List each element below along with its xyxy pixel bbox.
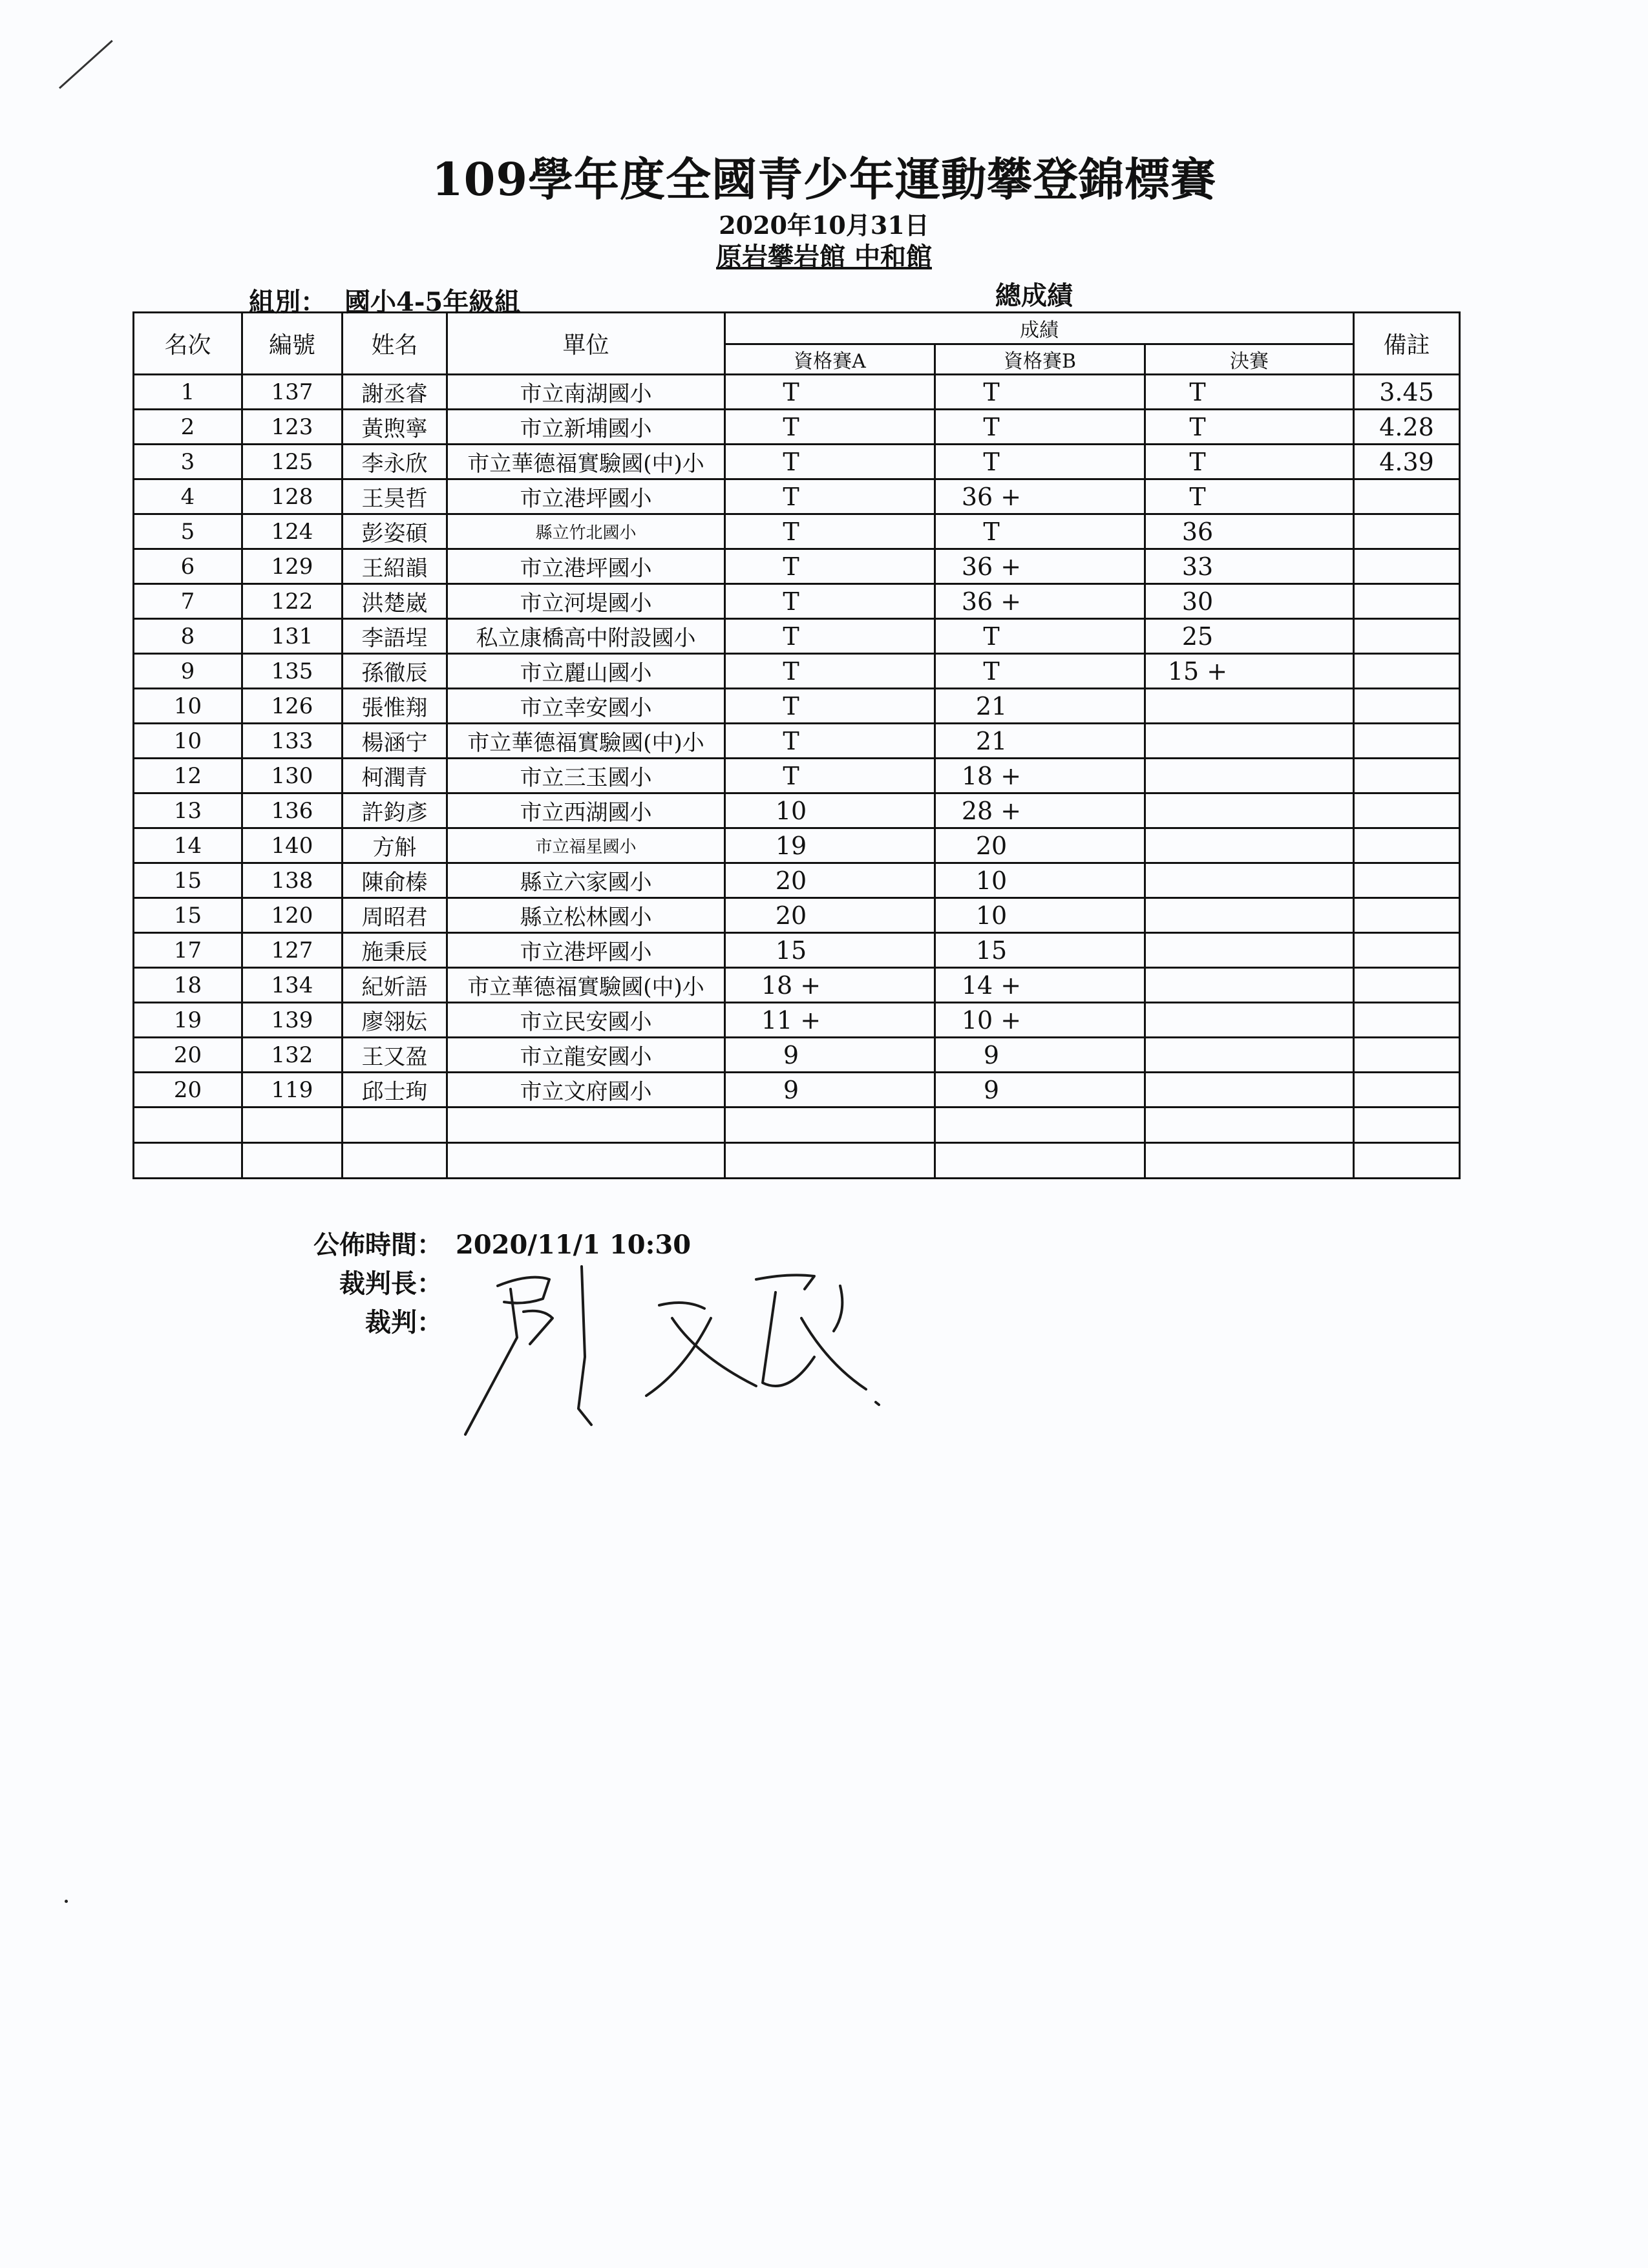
qual-b-cell: T — [935, 514, 1145, 549]
rank-cell: 7 — [134, 584, 242, 619]
unit-cell: 市立民安國小 — [447, 1003, 725, 1038]
name-cell: 廖翎妘 — [343, 1003, 447, 1038]
name-cell: 謝丞睿 — [343, 375, 447, 410]
final-cell: 33 — [1145, 549, 1354, 584]
note-cell: 4.28 — [1354, 410, 1460, 445]
number-cell: 131 — [242, 619, 343, 654]
table-row — [134, 689, 1460, 724]
blank-cell — [134, 1108, 242, 1143]
qual-a-cell: T — [725, 549, 935, 584]
qual-b-cell: 10 — [935, 863, 1145, 898]
blank-cell — [935, 1143, 1145, 1179]
number-cell: 133 — [242, 724, 343, 759]
qual-b-cell: T — [935, 654, 1145, 689]
qual-b-cell: 21 — [935, 724, 1145, 759]
blank-cell — [1354, 1108, 1460, 1143]
scan-speck — [65, 1900, 68, 1903]
unit-cell: 市立麗山國小 — [447, 654, 725, 689]
note-cell — [1354, 1073, 1460, 1108]
qual-b-cell: 10 + — [935, 1003, 1145, 1038]
blank-cell — [343, 1108, 447, 1143]
rank-cell: 20 — [134, 1038, 242, 1073]
rank-cell: 18 — [134, 968, 242, 1003]
table-row — [134, 445, 1460, 479]
col-final: 決賽 — [1145, 344, 1354, 375]
unit-cell: 縣立六家國小 — [447, 863, 725, 898]
qual-b-cell: T — [935, 619, 1145, 654]
note-cell — [1354, 689, 1460, 724]
note-cell — [1354, 619, 1460, 654]
number-cell: 140 — [242, 828, 343, 863]
number-cell: 132 — [242, 1038, 343, 1073]
final-cell — [1145, 898, 1354, 933]
publish-time: 2020/11/1 10:30 — [456, 1230, 692, 1260]
qual-a-cell: 20 — [725, 898, 935, 933]
blank-row — [134, 1108, 1460, 1143]
number-cell: 125 — [242, 445, 343, 479]
table-row — [134, 479, 1460, 514]
name-cell: 張惟翔 — [343, 689, 447, 724]
rank-cell: 15 — [134, 863, 242, 898]
publish-label: 公佈時間： — [313, 1230, 443, 1260]
col-rank: 名次 — [134, 313, 242, 375]
note-cell — [1354, 793, 1460, 828]
unit-cell: 縣立竹北國小 — [447, 514, 725, 549]
qual-a-cell: T — [725, 619, 935, 654]
name-cell: 陳俞榛 — [343, 863, 447, 898]
number-cell: 134 — [242, 968, 343, 1003]
table-row — [134, 1003, 1460, 1038]
name-cell: 柯潤青 — [343, 759, 447, 793]
table-row — [134, 933, 1460, 968]
note-cell — [1354, 968, 1460, 1003]
col-qual-a: 資格賽A — [725, 344, 935, 375]
final-cell: 15 + — [1145, 654, 1354, 689]
page-title: 109學年度全國青少年運動攀登錦標賽 — [431, 152, 1217, 206]
qual-a-cell: T — [725, 759, 935, 793]
number-cell: 124 — [242, 514, 343, 549]
judge-label: 裁判： — [365, 1307, 443, 1338]
note-cell — [1354, 479, 1460, 514]
results-body — [134, 375, 1460, 1179]
rank-cell: 5 — [134, 514, 242, 549]
final-cell — [1145, 828, 1354, 863]
blank-cell — [1145, 1108, 1354, 1143]
qual-a-cell: 11 + — [725, 1003, 935, 1038]
name-cell: 王又盈 — [343, 1038, 447, 1073]
rank-cell: 9 — [134, 654, 242, 689]
rank-cell: 20 — [134, 1073, 242, 1108]
name-cell: 紀妡語 — [343, 968, 447, 1003]
event-date: 2020年10月31日 — [719, 211, 929, 240]
number-cell: 120 — [242, 898, 343, 933]
final-cell: T — [1145, 479, 1354, 514]
note-cell — [1354, 759, 1460, 793]
rank-cell: 12 — [134, 759, 242, 793]
qual-a-cell: T — [725, 514, 935, 549]
final-cell — [1145, 1038, 1354, 1073]
table-row — [134, 793, 1460, 828]
final-cell: T — [1145, 445, 1354, 479]
note-cell — [1354, 1003, 1460, 1038]
col-name: 姓名 — [343, 313, 447, 375]
name-cell: 彭姿碩 — [343, 514, 447, 549]
event-venue: 原岩攀岩館 中和館 — [716, 242, 932, 272]
rank-cell: 13 — [134, 793, 242, 828]
unit-cell: 市立華德福實驗國(中)小 — [447, 445, 725, 479]
final-cell — [1145, 689, 1354, 724]
note-cell: 4.39 — [1354, 445, 1460, 479]
rank-cell: 2 — [134, 410, 242, 445]
name-cell: 孫徹辰 — [343, 654, 447, 689]
final-cell — [1145, 933, 1354, 968]
number-cell: 136 — [242, 793, 343, 828]
name-cell: 王紹韻 — [343, 549, 447, 584]
note-cell — [1354, 828, 1460, 863]
name-cell: 楊涵宁 — [343, 724, 447, 759]
name-cell: 方斛 — [343, 828, 447, 863]
number-cell: 128 — [242, 479, 343, 514]
rank-cell: 3 — [134, 445, 242, 479]
blank-cell — [935, 1108, 1145, 1143]
scan-mark — [59, 40, 113, 89]
blank-cell — [242, 1143, 343, 1179]
unit-cell: 私立康橋高中附設國小 — [447, 619, 725, 654]
table-row — [134, 549, 1460, 584]
table-row — [134, 410, 1460, 445]
section-title: 總成績 — [995, 280, 1073, 311]
rank-cell: 14 — [134, 828, 242, 863]
qual-a-cell: T — [725, 654, 935, 689]
note-cell — [1354, 1038, 1460, 1073]
qual-a-cell: T — [725, 445, 935, 479]
final-cell — [1145, 863, 1354, 898]
number-cell: 135 — [242, 654, 343, 689]
note-cell — [1354, 584, 1460, 619]
qual-b-cell: 15 — [935, 933, 1145, 968]
rank-cell: 15 — [134, 898, 242, 933]
rank-cell: 10 — [134, 724, 242, 759]
table-row — [134, 619, 1460, 654]
name-cell: 李語埕 — [343, 619, 447, 654]
col-note: 備註 — [1354, 313, 1460, 375]
blank-cell — [725, 1143, 935, 1179]
number-cell: 126 — [242, 689, 343, 724]
name-cell: 許鈞彥 — [343, 793, 447, 828]
qual-a-cell: 10 — [725, 793, 935, 828]
final-cell: T — [1145, 375, 1354, 410]
judge-line — [294, 1302, 443, 1339]
rank-cell: 1 — [134, 375, 242, 410]
qual-a-cell: T — [725, 584, 935, 619]
name-cell: 施秉辰 — [343, 933, 447, 968]
qual-b-cell: T — [935, 375, 1145, 410]
name-cell: 黃煦寧 — [343, 410, 447, 445]
unit-cell: 市立三玉國小 — [447, 759, 725, 793]
unit-cell: 縣立松林國小 — [447, 898, 725, 933]
unit-cell: 市立西湖國小 — [447, 793, 725, 828]
blank-cell — [242, 1108, 343, 1143]
name-cell: 邱士珣 — [343, 1073, 447, 1108]
unit-cell: 市立新埔國小 — [447, 410, 725, 445]
qual-b-cell: 36 + — [935, 584, 1145, 619]
qual-a-cell: 19 — [725, 828, 935, 863]
rank-cell: 4 — [134, 479, 242, 514]
qual-b-cell: 36 + — [935, 479, 1145, 514]
rank-cell: 8 — [134, 619, 242, 654]
note-cell — [1354, 724, 1460, 759]
final-cell: T — [1145, 410, 1354, 445]
final-cell — [1145, 793, 1354, 828]
unit-cell: 市立南湖國小 — [447, 375, 725, 410]
number-cell: 129 — [242, 549, 343, 584]
qual-b-cell: T — [935, 410, 1145, 445]
final-cell — [1145, 1073, 1354, 1108]
number-cell: 122 — [242, 584, 343, 619]
final-cell: 30 — [1145, 584, 1354, 619]
table-row — [134, 375, 1460, 410]
number-cell: 130 — [242, 759, 343, 793]
note-cell — [1354, 654, 1460, 689]
qual-a-cell: T — [725, 479, 935, 514]
final-cell — [1145, 759, 1354, 793]
table-row — [134, 1038, 1460, 1073]
final-cell: 36 — [1145, 514, 1354, 549]
blank-row — [134, 1143, 1460, 1179]
unit-cell: 市立幸安國小 — [447, 689, 725, 724]
unit-cell: 市立港坪國小 — [447, 479, 725, 514]
table-row — [134, 584, 1460, 619]
qual-b-cell: 9 — [935, 1073, 1145, 1108]
number-cell: 138 — [242, 863, 343, 898]
unit-cell: 市立河堤國小 — [447, 584, 725, 619]
handwritten-signature — [452, 1260, 918, 1447]
publish-line — [294, 1224, 691, 1261]
group-label: 組別： — [249, 287, 326, 317]
note-cell — [1354, 549, 1460, 584]
number-cell: 139 — [242, 1003, 343, 1038]
blank-cell — [447, 1108, 725, 1143]
qual-a-cell: 20 — [725, 863, 935, 898]
qual-b-cell: 18 + — [935, 759, 1145, 793]
qual-b-cell: T — [935, 445, 1145, 479]
chief-judge-line — [294, 1263, 443, 1300]
unit-cell: 市立華德福實驗國(中)小 — [447, 724, 725, 759]
table-row — [134, 1073, 1460, 1108]
rank-cell: 6 — [134, 549, 242, 584]
note-cell — [1354, 514, 1460, 549]
col-unit: 單位 — [447, 313, 725, 375]
table-row — [134, 828, 1460, 863]
qual-b-cell: 36 + — [935, 549, 1145, 584]
unit-cell: 市立文府國小 — [447, 1073, 725, 1108]
note-cell: 3.45 — [1354, 375, 1460, 410]
name-cell: 王昊哲 — [343, 479, 447, 514]
table-row — [134, 863, 1460, 898]
final-cell — [1145, 968, 1354, 1003]
unit-cell: 市立港坪國小 — [447, 933, 725, 968]
name-cell: 洪楚崴 — [343, 584, 447, 619]
qual-a-cell: 15 — [725, 933, 935, 968]
table-row — [134, 898, 1460, 933]
table-row — [134, 759, 1460, 793]
unit-cell: 市立龍安國小 — [447, 1038, 725, 1073]
rank-cell: 10 — [134, 689, 242, 724]
blank-cell — [447, 1143, 725, 1179]
blank-cell — [343, 1143, 447, 1179]
qual-a-cell: 18 + — [725, 968, 935, 1003]
col-qual-b: 資格賽B — [935, 344, 1145, 375]
qual-b-cell: 14 + — [935, 968, 1145, 1003]
name-cell: 李永欣 — [343, 445, 447, 479]
number-cell: 127 — [242, 933, 343, 968]
unit-cell: 市立福星國小 — [447, 828, 725, 863]
note-cell — [1354, 933, 1460, 968]
qual-b-cell: 10 — [935, 898, 1145, 933]
number-cell: 123 — [242, 410, 343, 445]
table-row — [134, 514, 1460, 549]
qual-a-cell: 9 — [725, 1038, 935, 1073]
chief-judge-label: 裁判長： — [339, 1268, 443, 1299]
number-cell: 119 — [242, 1073, 343, 1108]
note-cell — [1354, 898, 1460, 933]
blank-cell — [725, 1108, 935, 1143]
qual-b-cell: 20 — [935, 828, 1145, 863]
blank-cell — [134, 1143, 242, 1179]
rank-cell: 19 — [134, 1003, 242, 1038]
qual-b-cell: 28 + — [935, 793, 1145, 828]
note-cell — [1354, 863, 1460, 898]
final-cell: 25 — [1145, 619, 1354, 654]
group-value: 國小4-5年級組 — [344, 287, 521, 317]
unit-cell: 市立港坪國小 — [447, 549, 725, 584]
qual-a-cell: T — [725, 375, 935, 410]
col-results: 成績 — [725, 313, 1354, 344]
blank-cell — [1145, 1143, 1354, 1179]
rank-cell: 17 — [134, 933, 242, 968]
qual-a-cell: T — [725, 689, 935, 724]
blank-cell — [1354, 1143, 1460, 1179]
table-row — [134, 968, 1460, 1003]
number-cell: 137 — [242, 375, 343, 410]
table-row — [134, 654, 1460, 689]
name-cell: 周昭君 — [343, 898, 447, 933]
table-row — [134, 724, 1460, 759]
qual-b-cell: 9 — [935, 1038, 1145, 1073]
final-cell — [1145, 724, 1354, 759]
unit-cell: 市立華德福實驗國(中)小 — [447, 968, 725, 1003]
qual-b-cell: 21 — [935, 689, 1145, 724]
final-cell — [1145, 1003, 1354, 1038]
results-table — [132, 311, 1461, 1179]
qual-a-cell: T — [725, 410, 935, 445]
qual-a-cell: 9 — [725, 1073, 935, 1108]
col-number: 編號 — [242, 313, 343, 375]
qual-a-cell: T — [725, 724, 935, 759]
